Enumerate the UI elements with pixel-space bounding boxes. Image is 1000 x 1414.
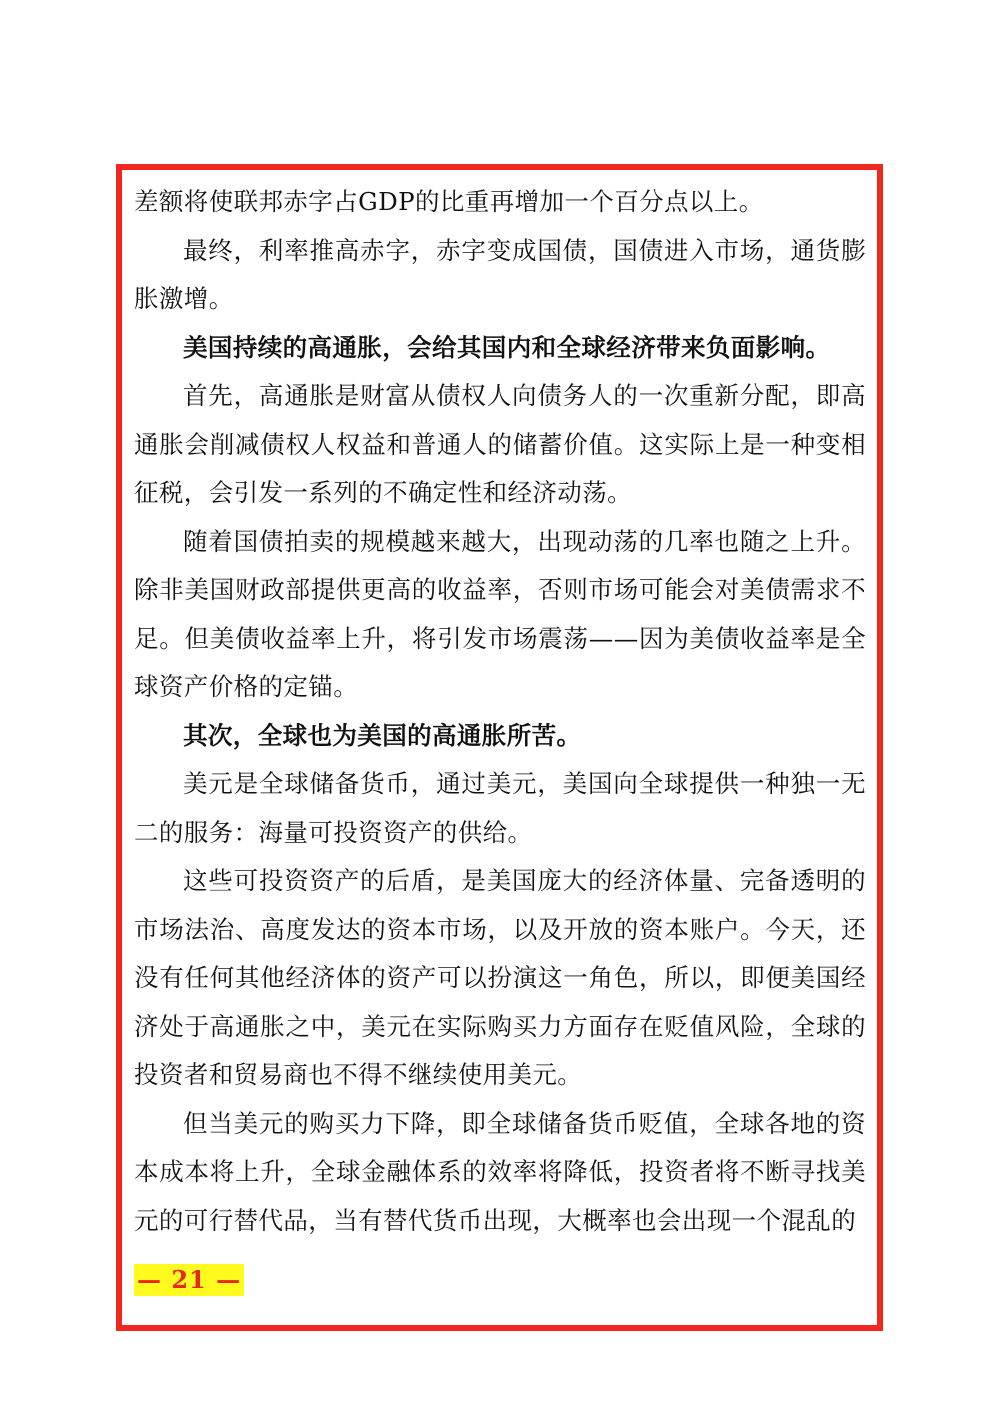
paragraph-7: 但当美元的购买力下降，即全球储备货币贬值，全球各地的资本成本将上升，全球金融体系的效率将降低，投资者将不断寻找美元的可行替代品，当有替代货币出现，大概率也会出现一个混乱的 (134, 1108, 866, 1235)
paragraph-5: 美元是全球储备货币，通过美元，美国向全球提供一种独一无二的服务：海量可投资资产的供给。 (134, 769, 866, 847)
section-heading-2: 其次，全球也为美国的高通胀所苦。 (183, 720, 582, 750)
paragraph-3: 首先，高通胀是财富从债权人向债务人的一次重新分配，即高通胀会削减债权人权益和普通人的储蓄价值。这实际上是一种变相征税，会引发一系列的不确定性和经济动荡。 (134, 381, 866, 507)
paragraph-6: 这些可投资资产的后盾，是美国庞大的经济体量、完备透明的市场法治、高度发达的资本市场，以及开放的资本账户。今天，还没有任何其他经济体的资产可以扮演这一角色，所以，即便美国经济处于高通胀之中，美元在实际购买力方面存在贬值风险，全球的投资者和贸易商也不得不继续使用美元。 (134, 866, 866, 1089)
section-heading-1: 美国持续的高通胀，会给其国内和全球经济带来负面影响。 (183, 332, 831, 362)
paragraph-2: 最终，利率推高赤字，赤字变成国债，国债进入市场，通货膨胀激增。 (134, 235, 866, 313)
paragraph-4: 随着国债拍卖的规模越来越大，出现动荡的几率也随之上升。除非美国财政部提供更高的收益率，否则市场可能会对美债需求不足。但美债收益率上升，将引发市场震荡——因为美债收益率是全球资产价格的定锚。 (134, 526, 866, 701)
document-body (134, 178, 866, 1245)
page-number: — 21 — (134, 1264, 244, 1296)
paragraph-1: 差额将使联邦赤字占GDP的比重再增加一个百分点以上。 (134, 187, 764, 216)
